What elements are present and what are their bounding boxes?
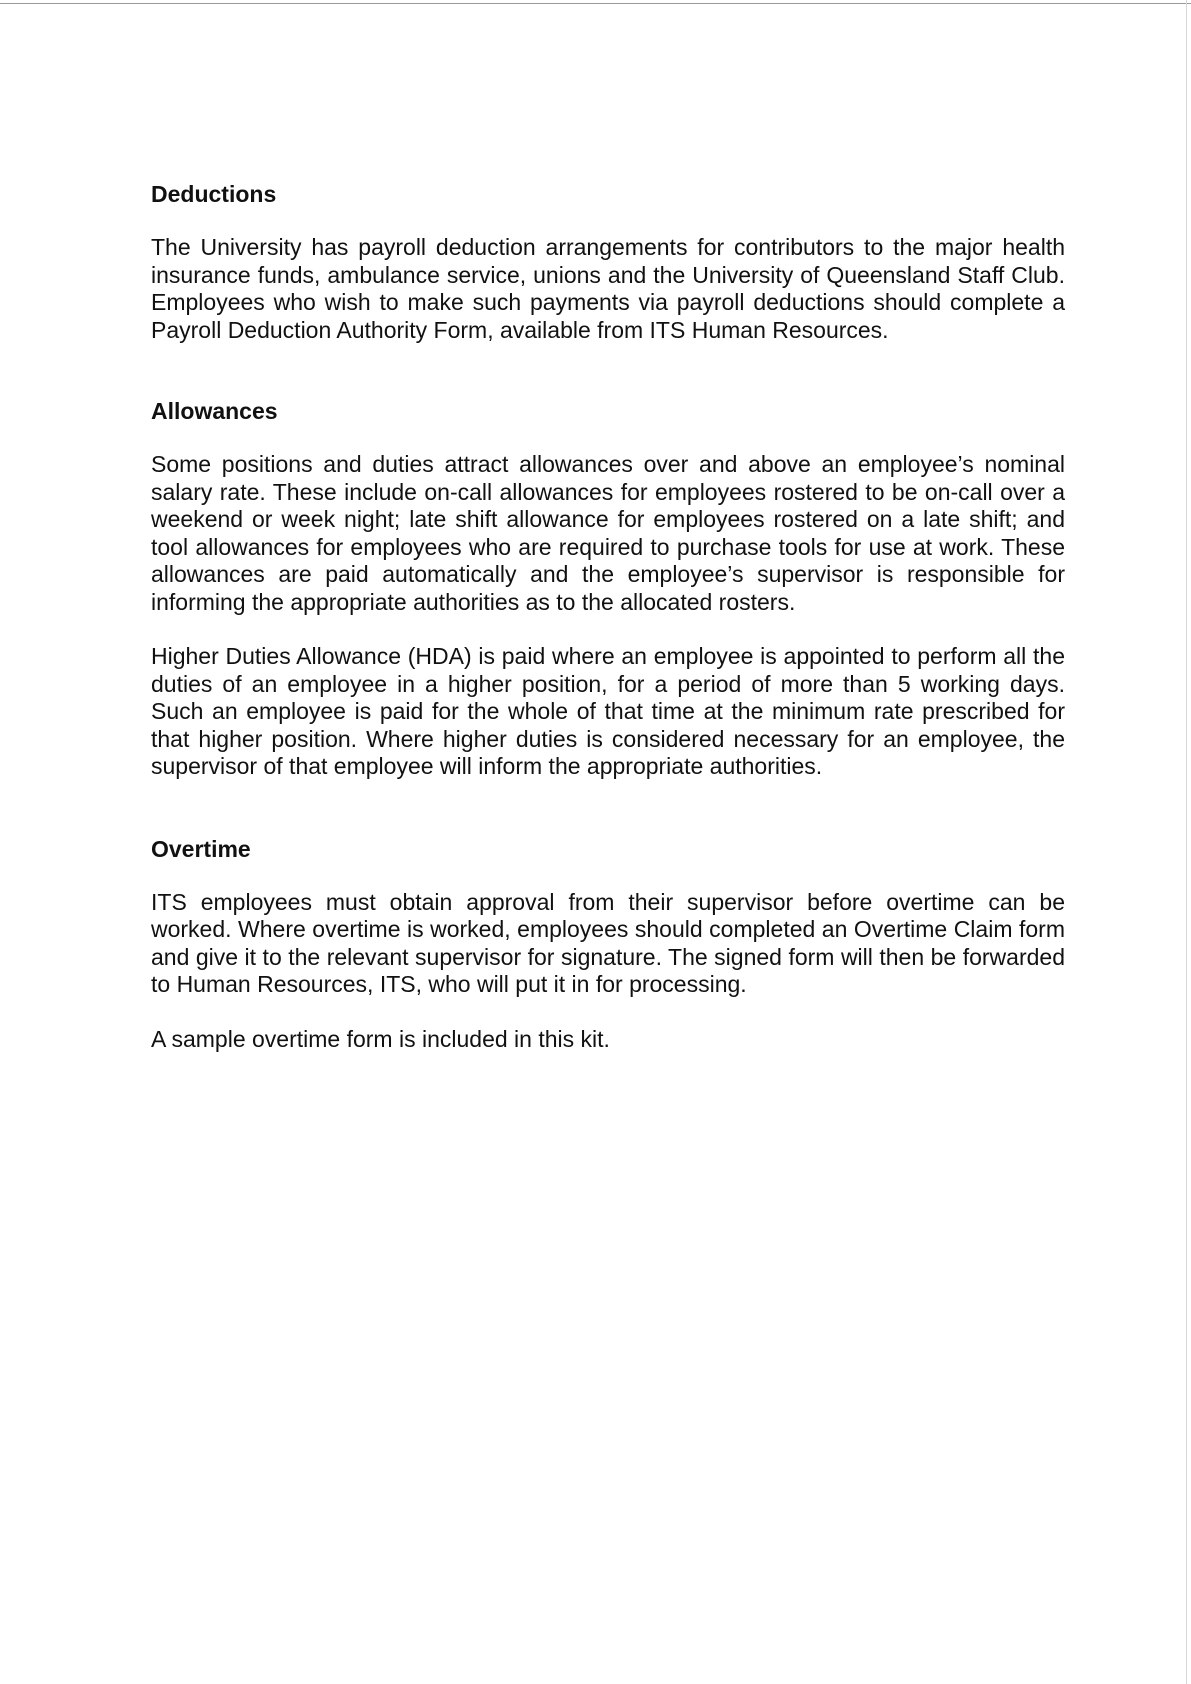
scan-edge-right	[1186, 0, 1187, 1684]
document-page	[151, 180, 1065, 1053]
sample-form-note: A sample overtime form is included in this kit.	[151, 1025, 610, 1052]
section-heading-allowances: Allowances	[151, 398, 278, 424]
overtime-paragraph: ITS employees must obtain approval from their supervisor before overtime can be worked. Where overtime is worked, employees should completed an Overtime Claim form and give it to the relevant supervisor for signature. The signed form will then be forwarded to Human Resources, ITS, who will put it in for processing.	[151, 888, 1065, 997]
section-heading-deductions: Deductions	[151, 181, 277, 207]
higher-duties-paragraph: Higher Duties Allowance (HDA) is paid where an employee is appointed to perform all the duties of an employee in a higher position, for a period of more than 5 working days. Such an employee is paid for the whole of that time at the minimum rate prescribed for that higher position. Where higher duties is considered necessary for an employee, the supervisor of that employee will inform the appropriate authorities.	[151, 643, 1065, 779]
deductions-paragraph: The University has payroll deduction arrangements for contributors to the major health insurance funds, ambulance service, unions and the University of Queensland Staff Club. Employees who wish to make such payments via payroll deductions should complete a Payroll Deduction Authority Form, available from ITS Human Resources.	[151, 234, 1065, 343]
section-heading-overtime: Overtime	[151, 835, 251, 862]
scan-edge-top	[0, 3, 1191, 4]
allowances-paragraph: Some positions and duties attract allowances over and above an employee’s nominal salary rate. These include on-call allowances for employees rostered to be on-call over a weekend or week night; late shift allowance for employees rostered on a late shift; and tool allowances for employees who are required to purchase tools for use at work. These allowances are paid automatically and the employee’s supervisor is responsible for informing the appropriate authorities as to the allocated rosters.	[151, 451, 1065, 615]
